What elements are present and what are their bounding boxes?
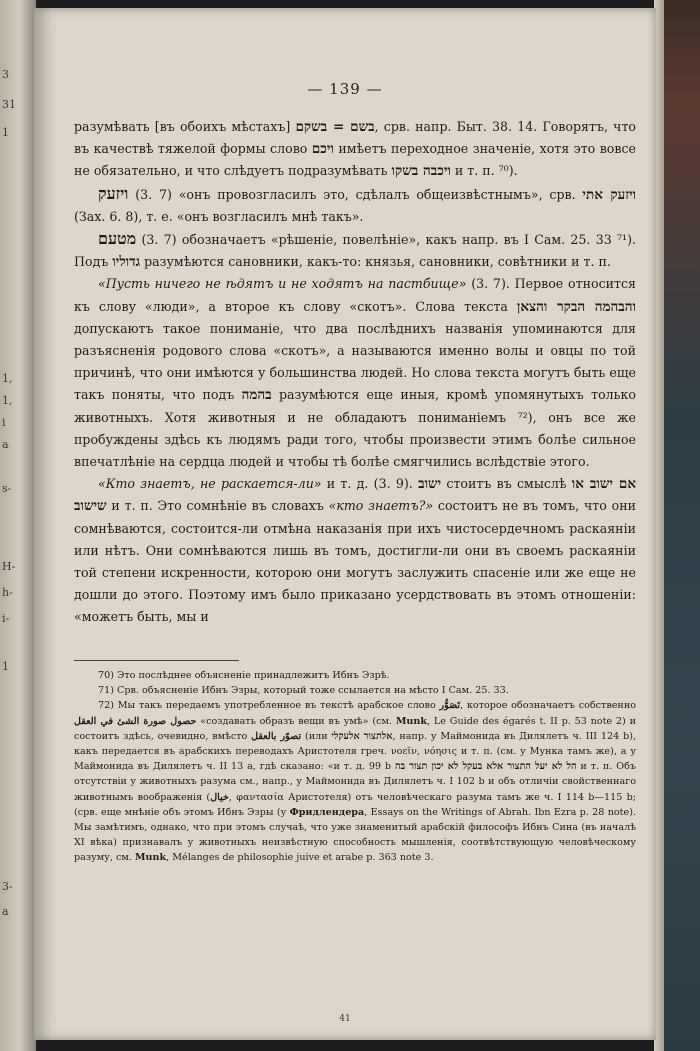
text-run: , φαντασία Аристотеля) отъ человѣческаго разума тамъ же ч. I 114 b—115 b; (срв. еще мнѣніе объ этомъ Ибнъ Эзры (у: [74, 791, 636, 818]
text-run: (Зах. 6. 8), т. е. «онъ возгласилъ мнѣ такъ».: [74, 208, 364, 224]
margin-fragment: 1: [2, 126, 9, 139]
text-run: имѣетъ переходное значеніе, хотя это вовсе не обязательно, и что слѣдуетъ подразумѣвать: [74, 141, 636, 179]
text-run: , напр. у Маймонида въ Дилялетъ ч. III 124 b), какъ передается въ арабскихъ переводахъ Аристотеля греч. νοεῖν, νόησις и т. п. (см. у Мунка тамъ же), а у Маймонида въ Дилялетъ ч. II 13 a, гдѣ сказано: «и т. д. 99 b: [74, 730, 636, 773]
text-run: и т. п. ⁷⁰).: [450, 163, 518, 179]
hebrew-word: אם ישוב או שישוב: [74, 476, 636, 515]
hebrew-word: בשם = בשקם: [295, 119, 375, 135]
hebrew-word: והבהמה הבקר והצאן: [516, 298, 636, 315]
margin-fragment: 3: [2, 68, 9, 81]
margin-fragment: i-: [2, 612, 10, 625]
arabic-word: خيال: [210, 791, 229, 803]
arabic-phrase: تصوّر بالعقل: [251, 730, 302, 742]
book-cover: [654, 0, 700, 1051]
hebrew-word: ויזעק אתי: [582, 186, 637, 203]
footnote-72: [74, 698, 636, 865]
text-run: «создавать образъ вещи въ умѣ» (см.: [196, 715, 396, 727]
paragraph: [74, 473, 636, 628]
text-run: и т. д. (3. 9).: [321, 476, 419, 492]
book-page: [34, 8, 656, 1040]
margin-fragment: 31: [2, 98, 16, 111]
footnote-70: 70) Это послѣднее объясненіе принадлежитъ Ибнъ Эзрѣ.: [98, 670, 390, 681]
printer-signature: 41: [339, 1014, 351, 1024]
text-run: , срв. напр. Быт. 38. 14. Говорятъ, что въ качествѣ тяжелой формы слово: [74, 119, 636, 157]
margin-fragment: 1: [2, 660, 9, 673]
footnotes: [74, 668, 636, 866]
hebrew-word: ישוב: [418, 476, 442, 493]
text-run: 72) Мы такъ передаемъ употребленное въ текстѣ арабское слово: [98, 700, 440, 712]
paragraph: [74, 273, 636, 473]
text-run: и т. п. Это сомнѣніе въ словахъ: [106, 498, 329, 514]
author-name: Munk: [134, 852, 167, 864]
text-run: (3. 7). Первое относится къ слову «люди», а второе къ слову «скотъ». Слова текста: [74, 276, 636, 314]
text-run: (или: [301, 730, 332, 742]
text-run: разумѣются сановники, какъ-то: князья, сановники, совѣтники и т. п.: [140, 254, 611, 270]
text-run: стоитъ въ смыслѣ: [441, 476, 572, 492]
author-name: Munk: [395, 715, 428, 727]
text-run: (3. 7) «онъ провозгласилъ это, сдѣлалъ общеизвѣстнымъ», срв.: [128, 186, 583, 202]
hebrew-word: אלתצור אלעקלי: [331, 730, 393, 742]
paragraph: [74, 183, 636, 228]
margin-fragment: 3-: [2, 880, 13, 893]
paragraph: [74, 116, 636, 183]
hebrew-word: ויכם: [311, 141, 334, 158]
hebrew-phrase: הל לא יעל התצור אלא בעקל לא יכון תצור בה: [394, 761, 577, 773]
author-name: Фридлендера: [289, 806, 365, 818]
quoted-phrase: «кто знаетъ?»: [328, 498, 434, 514]
previous-page-edge: [0, 0, 36, 1051]
hebrew-headword: מטעם: [98, 229, 137, 249]
text-run: разумѣются еще иныя, кромѣ упомянутыхъ только животныхъ. Хотя животныя и не обладаютъ пониманіемъ ⁷²), онъ все же пробуждены здѣсь къ людямъ ради того, чтобы произвести этимъ болѣе сильное впечатлѣніе на сердца людей и чтобы тѣ болѣе смягчились вслѣдствіе этого.: [74, 387, 636, 470]
text-run: состоитъ не въ томъ, что они сомнѣваются, состоится-ли отмѣна наказанія при ихъ чистосердечномъ раскаяніи или нѣтъ. Они сомнѣваются лишь въ томъ, достигли-ли они въ своемъ раскаяніи той степени искренности, которою они могутъ заслужить спасеніе или же еще не дошли до этого. Поэтому имъ было приказано усердствовать въ этомъ отношеніи: «можетъ быть, мы и: [74, 498, 637, 625]
margin-fragment: i: [2, 416, 6, 429]
text-run: , Essays on the Writings of Abrah. Ibn Ezra p. 28 note). Мы замѣтимъ, однако, что при этомъ случаѣ, что уже знаменитый арабскій философъ Ибнъ Сина (въ началѣ XI вѣка) признавалъ у животныхъ неизвѣстную способность мышленія, соотвѣтствующую человѣческому разуму, см.: [74, 806, 636, 864]
margin-fragment: H-: [2, 560, 16, 573]
text-run: допускаютъ такое пониманіе, что два послѣднихъ названія упоминаются для разъясненія родового слова «скотъ», а называются именно волы и овцы по той причинѣ, что они имѣются у большинства людей. Но слова текста могутъ быть еще такъ поняты, что подъ: [74, 320, 636, 403]
margin-fragment: 1,: [2, 394, 13, 407]
footnote-separator: [74, 660, 239, 661]
text-run: , которое обозначаетъ собственно: [460, 700, 636, 712]
text-run: , Mélanges de philosophie juive et arabe p. 363 note 3.: [166, 852, 434, 864]
page-number: — 139 —: [307, 80, 383, 98]
footnote-71: 71) Срв. объясненіе Ибнъ Эзры, который тоже ссылается на мѣсто I Сам. 25. 33.: [98, 685, 509, 697]
hebrew-word: ויכבה בשקו: [391, 163, 451, 180]
quoted-phrase: «Кто знаетъ, не раскается-ли»: [98, 476, 322, 492]
margin-fragment: a: [2, 438, 9, 451]
margin-fragment: a: [2, 905, 9, 918]
text-run: разумѣвать [въ обоихъ мѣстахъ]: [74, 119, 296, 134]
arabic-phrase: حصول صورة الشئ في العقل: [74, 715, 197, 727]
main-text: [74, 116, 636, 629]
arabic-word: تَصَوُّر: [439, 700, 461, 712]
hebrew-word: גדוליו: [112, 254, 141, 271]
text-run: , Le Guide des égarés t. II p. 53 note 2) и состоитъ здѣсь, очевидно, вмѣсто: [74, 715, 636, 742]
margin-fragment: 1,: [2, 372, 13, 385]
paragraph: [74, 228, 636, 273]
hebrew-word: בהמה: [241, 387, 272, 404]
text-run: и т. п. Объ отсутствіи у животныхъ разума см., напр., у Маймонида въ Дилялетъ ч. I 102 b и объ отличіи свойственнаго животнымъ воображенія (: [74, 761, 636, 803]
quoted-phrase: «Пусть ничего не ѣдятъ и не ходятъ на пастбище»: [98, 276, 467, 292]
text-run: (3. 7) обозначаетъ «рѣшеніе, повелѣніе», какъ напр. въ I Сам. 25. 33 ⁷¹). Подъ: [74, 232, 636, 270]
hebrew-headword: ויזעק: [98, 183, 129, 203]
margin-fragment: s-: [2, 482, 12, 495]
margin-fragment: h-: [2, 586, 13, 599]
